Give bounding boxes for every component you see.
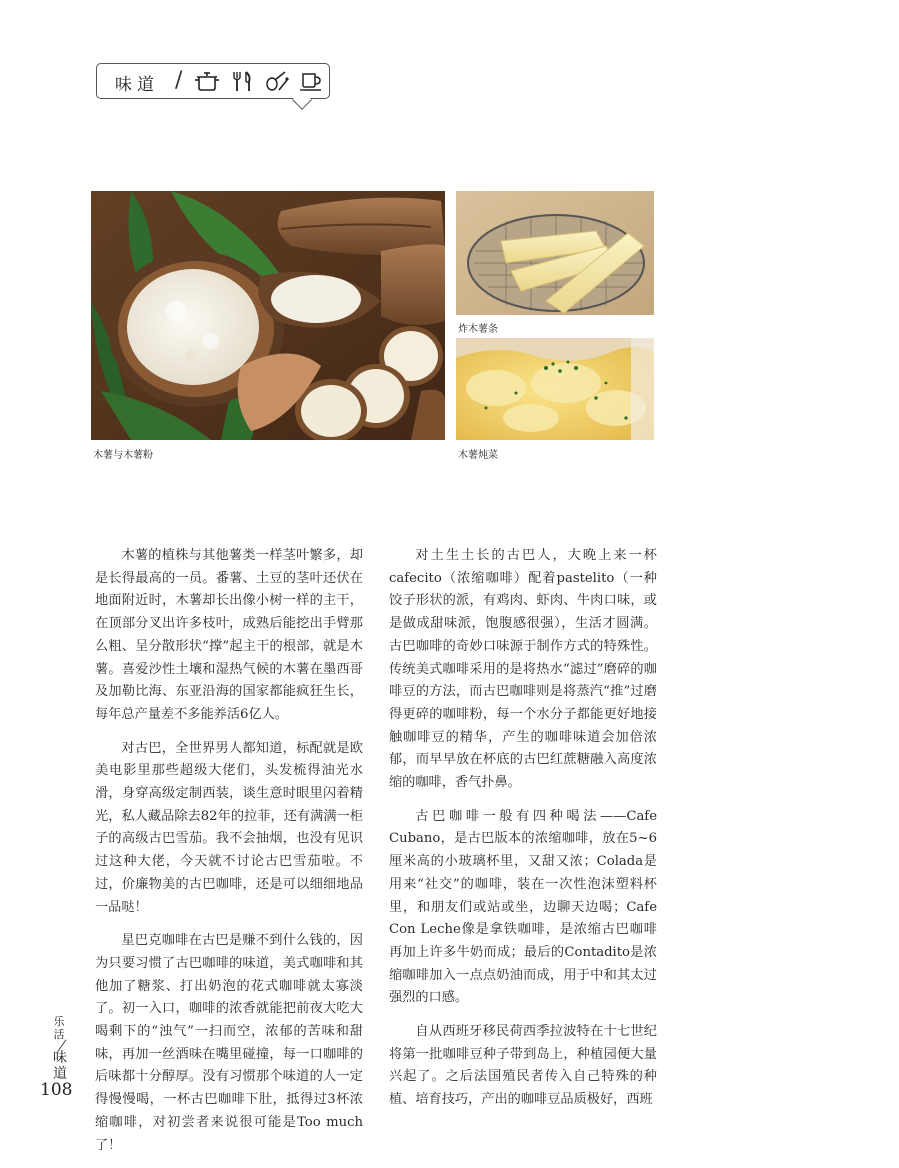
photo-caption: 木薯与木薯粉 xyxy=(93,450,153,461)
section-label: 乐活 xyxy=(53,1015,65,1041)
cassava-and-flour-photo xyxy=(91,191,445,440)
section-header-tab xyxy=(96,63,330,99)
paragraph: 古巴咖啡一般有四种喝法——Cafe Cubano，是古巴版本的浓缩咖啡，放在5~6厘米高的小玻璃杯里，又甜又浓；Colada是用来“社交”的咖啡，装在一次性泡沫塑料杯里，和朋友们或站或坐，边聊天边喝；Cafe Con Leche像是拿铁咖啡，是浓缩古巴咖啡再加上许多牛奶而成；最后的Contadito是浓缩咖啡加入一点点奶油而成，用于中和其太过强烈的口感。 xyxy=(389,808,657,1006)
header-divider: / xyxy=(175,68,183,93)
photo-caption: 炸木薯条 xyxy=(458,324,498,335)
paragraph: 星巴克咖啡在古巴是赚不到什么钱的，因为只要习惯了古巴咖啡的味道，美式咖啡和其他加了糖浆、打出奶泡的花式咖啡就太寡淡了。初一入口，咖啡的浓香就能把前夜大吃大喝剩下的“浊气”一扫而空，浓郁的苦味和甜味，再加一丝酒味在嘴里碰撞，每一口咖啡的后味都十分醇厚。没有习惯那个味道的人一定得慢慢喝，一杯古巴咖啡下肚，抵得过3杯浓缩咖啡，对初尝者来说很可能是Too much了！ xyxy=(95,933,363,1153)
paragraph: 木薯的植株与其他薯类一样茎叶繁多，却是长得最高的一员。番薯、土豆的茎叶还伏在地面附近时，木薯却长出像小树一样的主干，在顶部分叉出许多枝叶，成熟后能挖出手臂那么粗、呈分散形状“撑”起主干的根部，就是木薯。喜爱沙性土壤和湿热气候的木薯在墨西哥及加勒比海、东亚沿海的国家都能疯狂生长，每年总产量差不多能养活6亿人。 xyxy=(95,548,363,722)
cup-icon xyxy=(299,70,323,96)
fried-cassava-photo xyxy=(456,191,654,315)
fork-knife-icon xyxy=(231,70,255,96)
paragraph: 对土生土长的古巴人，大晚上来一杯cafecito（浓缩咖啡）配着pastelito（一种饺子形状的派，有鸡肉、虾肉、牛肉口味，或是做成甜味派，饱腹感很强），生活才圆满。古巴咖啡的奇妙口味源于制作方式的特殊性。传统美式咖啡采用的是将热水“滤过”磨碎的咖啡豆的方法，而古巴咖啡则是将蒸汽“推”过磨得更碎的咖啡粉，每一个水分子都能更好地接触咖啡豆的精华，产生的咖啡味道会加倍浓郁，而早早放在杯底的古巴红蔗糖融入高度浓缩的咖啡，香气扑鼻。 xyxy=(389,548,657,791)
whisk-icon xyxy=(265,70,289,96)
page-number: 108 xyxy=(40,1080,73,1100)
paragraph: 自从西班牙移民荷西季拉波特在十七世纪将第一批咖啡豆种子带到岛上，种植园便大量兴起了。之后法国殖民者传入自己特殊的种植、培育技巧，产出的咖啡豆品质极好，西班 xyxy=(389,1024,657,1108)
subsection-label: 味道 xyxy=(53,1050,67,1082)
cassava-stew-photo xyxy=(456,338,654,440)
pot-icon xyxy=(195,70,219,96)
photo-caption: 木薯炖菜 xyxy=(458,450,498,461)
section-title: 味道 xyxy=(115,75,159,95)
paragraph: 对古巴，全世界男人都知道，标配就是欧美电影里那些超级大佬们，头发梳得油光水滑，身穿高级定制西装，谈生意时眼里闪着精光，私人藏品除去82年的拉菲，还有满满一柜子的高级古巴雪茄。我不会抽烟，也没有见识过这种大佬，今天就不讨论古巴雪茄啦。不过，价廉物美的古巴咖啡，还是可以细细地品一品哒！ xyxy=(95,740,363,915)
article-column-right xyxy=(389,545,657,1123)
article-column-left xyxy=(95,545,363,1168)
